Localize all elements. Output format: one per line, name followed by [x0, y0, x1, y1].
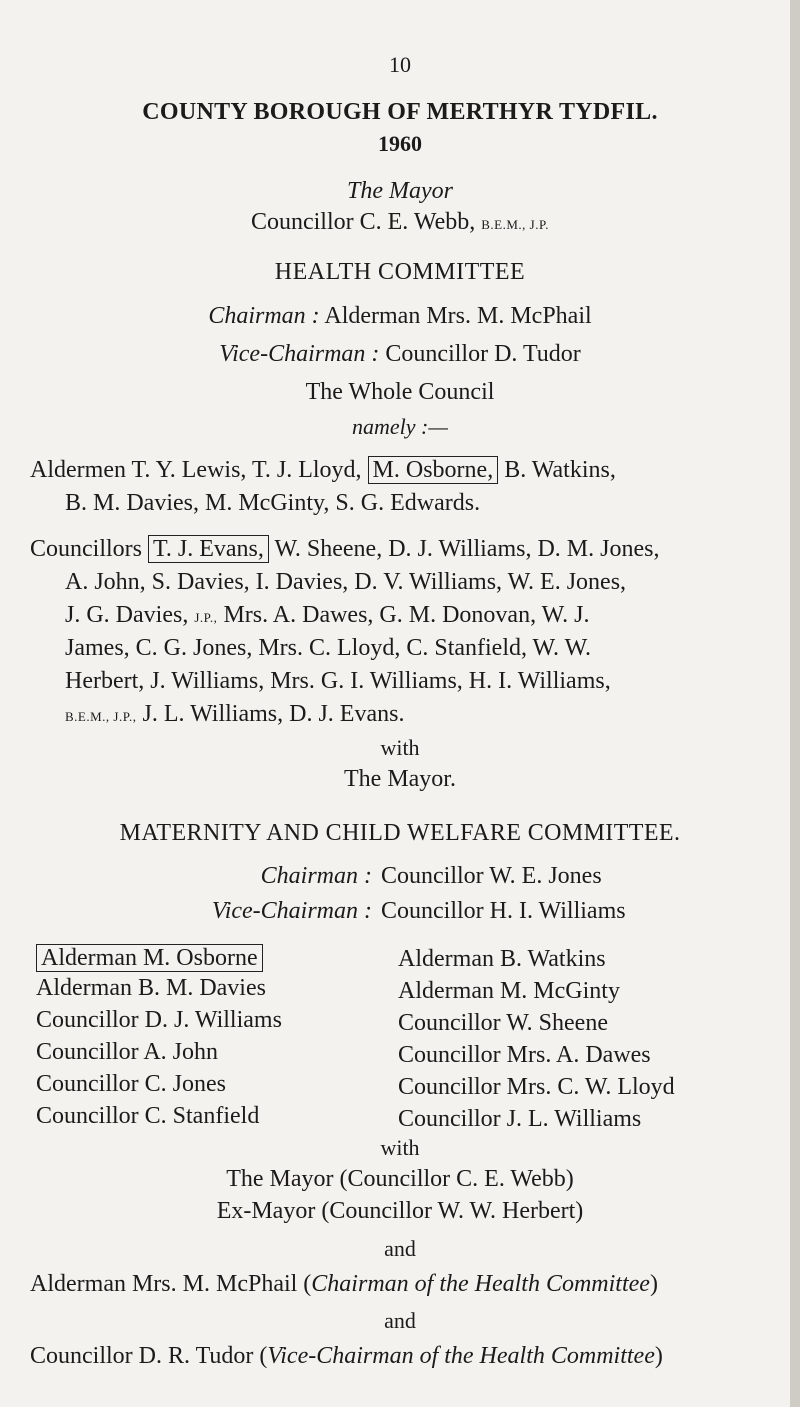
- health-the-mayor: The Mayor.: [344, 766, 456, 792]
- health-chairman: Alderman Mrs. M. McPhail: [324, 303, 592, 329]
- right-member: Councillor J. L. Williams: [398, 1106, 642, 1132]
- left-member: Councillor A. John: [36, 1039, 219, 1065]
- health-councillors-line-3: [65, 602, 589, 629]
- councillors-6a: B.E.M., J.P.,: [65, 709, 137, 724]
- tudor-c: ): [654, 1343, 663, 1369]
- health-aldermen-line-1: [30, 457, 616, 484]
- maternity-heading: MATERNITY AND CHILD WELFARE COMMITTEE.: [119, 820, 681, 846]
- maternity-ex-mayor-line: Ex-Mayor (Councillor W. W. Herbert): [216, 1198, 584, 1224]
- tudor-a: Councillor D. R. Tudor (: [30, 1343, 268, 1369]
- maternity-with: with: [380, 1135, 420, 1160]
- maternity-mcphail-line: [30, 1271, 658, 1298]
- health-councillors-line-6: [65, 701, 404, 728]
- left-member-boxed: Alderman M. Osborne: [36, 944, 263, 972]
- right-member: Councillor Mrs. A. Dawes: [398, 1042, 651, 1068]
- health-chairman-line: [0, 303, 800, 330]
- mayor-name-text: Councillor C. E. Webb,: [250, 209, 476, 235]
- maternity-and-1: and: [384, 1236, 416, 1261]
- aldermen-text-c: B. Watkins,: [504, 457, 616, 483]
- health-councillors-line-2: A. John, S. Davies, I. Davies, D. V. Williams, W. E. Jones,: [65, 569, 627, 595]
- councillors-3a: J. G. Davies,: [65, 602, 189, 628]
- health-councillors-line-4: James, C. G. Jones, Mrs. C. Lloyd, C. Stanfield, W. W.: [65, 635, 592, 661]
- councillors-6b: J. L. Williams, D. J. Evans.: [142, 701, 405, 727]
- health-councillors-line-5: Herbert, J. Williams, Mrs. G. I. Williams, H. I. Williams,: [65, 668, 611, 694]
- health-namely: namely :—: [352, 414, 448, 439]
- health-chairman-label: Chairman :: [208, 303, 320, 329]
- left-member-list: [36, 944, 282, 1132]
- mayor-heading: The Mayor: [347, 178, 453, 204]
- maternity-vice-chairman: Councillor H. I. Williams: [381, 898, 626, 924]
- councillors-label: Councillors: [30, 536, 142, 562]
- left-member: Alderman B. M. Davies: [36, 975, 266, 1001]
- left-member: Councillor C. Stanfield: [36, 1103, 260, 1129]
- health-with: with: [380, 735, 420, 760]
- health-whole-council: The Whole Council: [305, 379, 495, 405]
- mcphail-b: Chairman of the Health Committee: [311, 1271, 650, 1297]
- health-vice-line: [0, 341, 800, 368]
- aldermen-text-a: Aldermen T. Y. Lewis, T. J. Lloyd,: [30, 457, 362, 483]
- left-member: Councillor C. Jones: [36, 1071, 226, 1097]
- right-member: Councillor W. Sheene: [398, 1010, 608, 1036]
- right-member: Councillor Mrs. C. W. Lloyd: [398, 1074, 675, 1100]
- health-vice-chairman: Councillor D. Tudor: [385, 341, 581, 367]
- mcphail-a: Alderman Mrs. M. McPhail (: [30, 1271, 312, 1297]
- maternity-tudor-line: [30, 1343, 663, 1370]
- right-member-list: [398, 943, 675, 1135]
- maternity-chairman-label: Chairman :: [260, 863, 372, 889]
- health-aldermen-line-2: B. M. Davies, M. McGinty, S. G. Edwards.: [65, 490, 481, 516]
- councillors-3b: J.P.,: [194, 610, 218, 625]
- aldermen-boxed-osborne: M. Osborne,: [368, 456, 499, 484]
- maternity-and-2: and: [384, 1308, 416, 1333]
- health-councillors-line-1: [30, 536, 659, 563]
- document-title: COUNTY BOROUGH OF MERTHYR TYDFIL.: [142, 99, 658, 125]
- health-vice-label: Vice-Chairman :: [219, 341, 380, 367]
- health-committee-heading: HEALTH COMMITTEE: [274, 259, 526, 285]
- mcphail-c: ): [649, 1271, 658, 1297]
- maternity-chairman: Councillor W. E. Jones: [381, 863, 602, 889]
- mayor-name: [0, 209, 800, 236]
- page-number: 10: [389, 52, 411, 77]
- right-member: Alderman M. McGinty: [398, 978, 620, 1004]
- maternity-mayor-line: The Mayor (Councillor C. E. Webb): [226, 1166, 574, 1192]
- tudor-b: Vice-Chairman of the Health Committee: [267, 1343, 655, 1369]
- councillors-boxed-evans: T. J. Evans,: [148, 535, 269, 563]
- councillors-text-c: W. Sheene, D. J. Williams, D. M. Jones,: [274, 536, 660, 562]
- document-year: 1960: [378, 131, 422, 156]
- mayor-honours: B.E.M., J.P.: [481, 217, 550, 232]
- right-member: Alderman B. Watkins: [398, 946, 606, 972]
- councillors-3c: Mrs. A. Dawes, G. M. Donovan, W. J.: [223, 602, 590, 628]
- maternity-vice-label: Vice-Chairman :: [211, 898, 372, 924]
- left-member: Councillor D. J. Williams: [36, 1007, 282, 1033]
